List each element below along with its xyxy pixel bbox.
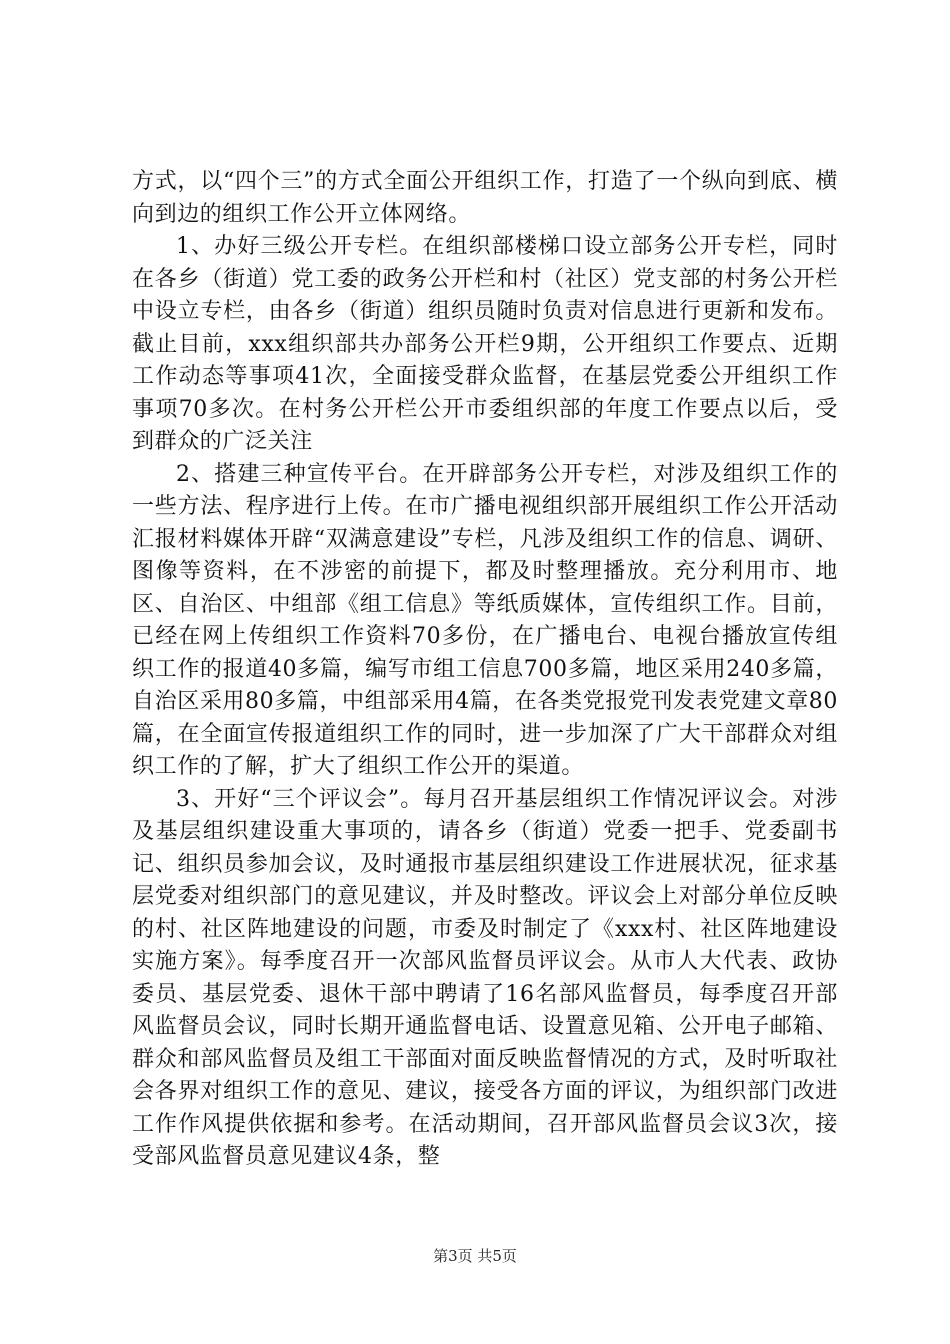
page-number-footer: 第3页 共5页 <box>433 1247 517 1265</box>
document-body <box>132 166 838 1174</box>
paragraph-section-1: 1、办好三级公开专栏。在组织部楼梯口设立部务公开专栏，同时在各乡（街道）党工委的政务公开栏和村（社区）党支部的村务公开栏中设立专栏，由各乡（街道）组织员随时负责对信息进行更新和发布。截止目前，xxx组织部共办部务公开栏9期，公开组织工作要点、近期工作动态等事项41次，全面接受群众监督，在基层党委公开组织工作事项70多次。在村务公开栏公开市委组织部的年度工作要点以后，受到群众的广泛关注 <box>132 234 838 454</box>
paragraph-intro-continuation: 方式，以“四个三”的方式全面公开组织工作，打造了一个纵向到底、横向到边的组织工作公开立体网络。 <box>132 169 838 227</box>
paragraph-section-3: 3、开好“三个评议会”。每月召开基层组织工作情况评议会。对涉及基层组织建设重大事项的，请各乡（街道）党委一把手、党委副书记、组织员参加会议，及时通报市基层组织建设工作进展状况，征求基层党委对组织部门的意见建议，并及时整改。评议会上对部分单位反映的村、社区阵地建设的问题，市委及时制定了《xxx村、社区阵地建设实施方案》。每季度召开一次部风监督员评议会。从市人大代表、政协委员、基层党委、退休干部中聘请了16名部风监督员，每季度召开部风监督员会议，同时长期开通监督电话、设置意见箱、公开电子邮箱、群众和部风监督员及组工干部面对面反映监督情况的方式，及时听取社会各界对组织工作的意见、建议，接受各方面的评议，为组织部门改进工作作风提供依据和参考。在活动期间，召开部风监督员会议3次，接受部风监督员意见建议4条，整 <box>132 786 838 1169</box>
paragraph-section-2: 2、搭建三种宣传平台。在开辟部务公开专栏，对涉及组织工作的一些方法、程序进行上传。在市广播电视组织部开展组织工作公开活动汇报材料媒体开辟“双满意建设”专栏，凡涉及组织工作的信息、调研、图像等资料，在不涉密的前提下，都及时整理播放。充分利用市、地区、自治区、中组部《组工信息》等纸质媒体，宣传组织工作。目前，已经在网上传组织工作资料70多份，在广播电台、电视台播放宣传组织工作的报道40多篇，编写市组工信息700多篇，地区采用240多篇，自治区采用80多篇，中组部采用4篇，在各类党报党刊发表党建文章80篇，在全面宣传报道组织工作的同时，进一步加深了广大干部群众对组织工作的了解，扩大了组织工作公开的渠道。 <box>132 461 838 779</box>
